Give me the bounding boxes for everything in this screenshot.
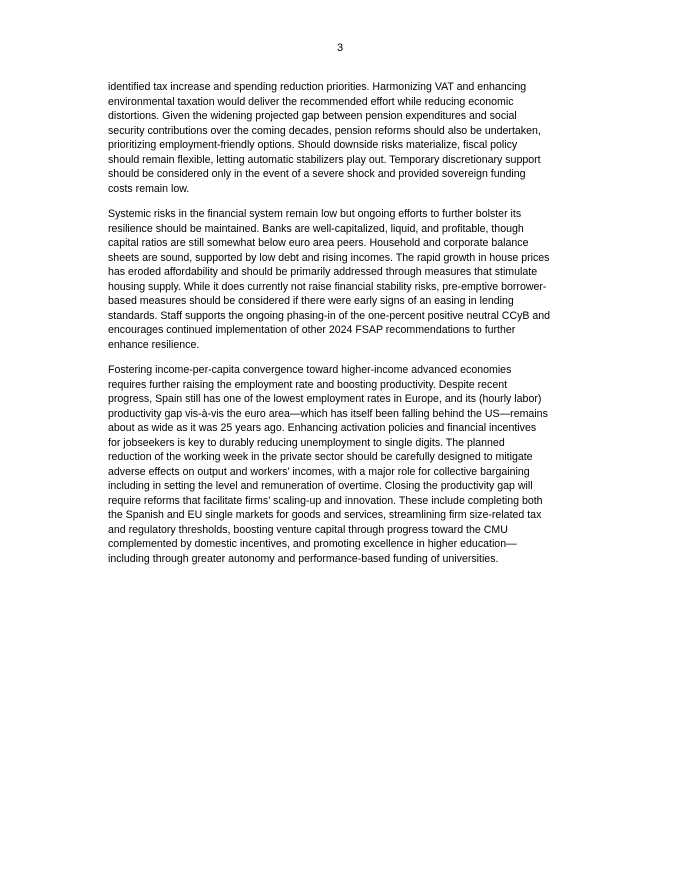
text-line: enhance resilience.	[108, 338, 200, 351]
text-line: and regulatory thresholds, boosting venture capital through progress toward the CMU	[108, 523, 508, 536]
text-line: complemented by domestic incentives, and promoting excellence in higher education—	[108, 538, 517, 550]
text-line: environmental taxation would deliver the recommended effort while reducing economic	[108, 95, 514, 108]
text-line: should remain flexible, letting automatic stabilizers play out. Temporary discretionary support	[108, 153, 541, 166]
text-line: capital ratios are still somewhat below euro area peers. Household and corporate balance	[108, 237, 529, 249]
paragraph-fiscal-policy	[108, 80, 578, 196]
text-line: about as wide as it was 25 years ago. Enhancing activation policies and financial incentives	[108, 422, 537, 434]
text-line: security contributions over the coming decades, pension reforms should also be undertaken,	[108, 124, 541, 137]
document-body	[108, 80, 578, 577]
text-line: identified tax increase and spending reduction priorities. Harmonizing VAT and enhancing	[108, 81, 527, 93]
text-line: Fostering income-per-capita convergence toward higher-income advanced economies	[108, 364, 512, 376]
paragraph-financial-system	[108, 207, 578, 352]
text-line: encourages continued implementation of other 2024 FSAP recommendations to further	[108, 324, 516, 336]
text-line: distortions. Given the widening projected gap between pension expenditures and social	[108, 110, 517, 122]
text-line: based measures should be considered if there were early signs of an easing in lending	[108, 295, 514, 307]
text-line: reduction of the working week in the private sector should be carefully designed to mitigate	[108, 451, 533, 463]
text-line: require reforms that facilitate firms’ scaling-up and innovation. These include completing both	[108, 494, 543, 507]
text-line: prioritizing employment-friendly options. Should downside risks materialize, fiscal policy	[108, 139, 518, 151]
text-line: the Spanish and EU single markets for goods and services, streamlining firm size-related tax	[108, 509, 542, 521]
text-line: adverse effects on output and workers’ incomes, with a major role for collective bargaining	[108, 465, 530, 478]
text-line: for jobseekers is key to durably reducing unemployment to single digits. The planned	[108, 436, 505, 449]
text-line: should be considered only in the event of a severe shock and provided sovereign funding	[108, 168, 526, 180]
text-line: has eroded affordability and should be primarily addressed through measures that stimulate	[108, 266, 538, 278]
page-number: 3	[336, 42, 344, 54]
text-line: costs remain low.	[108, 182, 190, 195]
text-line: including in setting the level and remuneration of overtime. Closing the productivity gap will	[108, 480, 533, 492]
text-line: productivity gap vis-à-vis the euro area—which has itself been falling behind the US—remains	[108, 407, 548, 420]
text-line: requires further raising the employment rate and boosting productivity. Despite recent	[108, 378, 508, 391]
text-line: Systemic risks in the financial system remain low but ongoing efforts to further bolster its	[108, 208, 522, 220]
text-line: sheets are sound, supported by low debt and rising incomes. The rapid growth in house prices	[108, 251, 550, 264]
text-line: resilience should be maintained. Banks are well-capitalized, liquid, and profitable, though	[108, 222, 524, 235]
text-line: including through greater autonomy and performance-based funding of universities.	[108, 552, 499, 565]
text-line: progress, Spain still has one of the lowest employment rates in Europe, and its (hourly labor)	[108, 393, 542, 405]
paragraph-convergence	[108, 363, 578, 566]
text-line: housing supply. While it does currently not raise financial stability risks, pre-emptive borrower-	[108, 280, 547, 293]
text-line: standards. Staff supports the ongoing phasing-in of the one-percent positive neutral CCyB and	[108, 309, 551, 322]
